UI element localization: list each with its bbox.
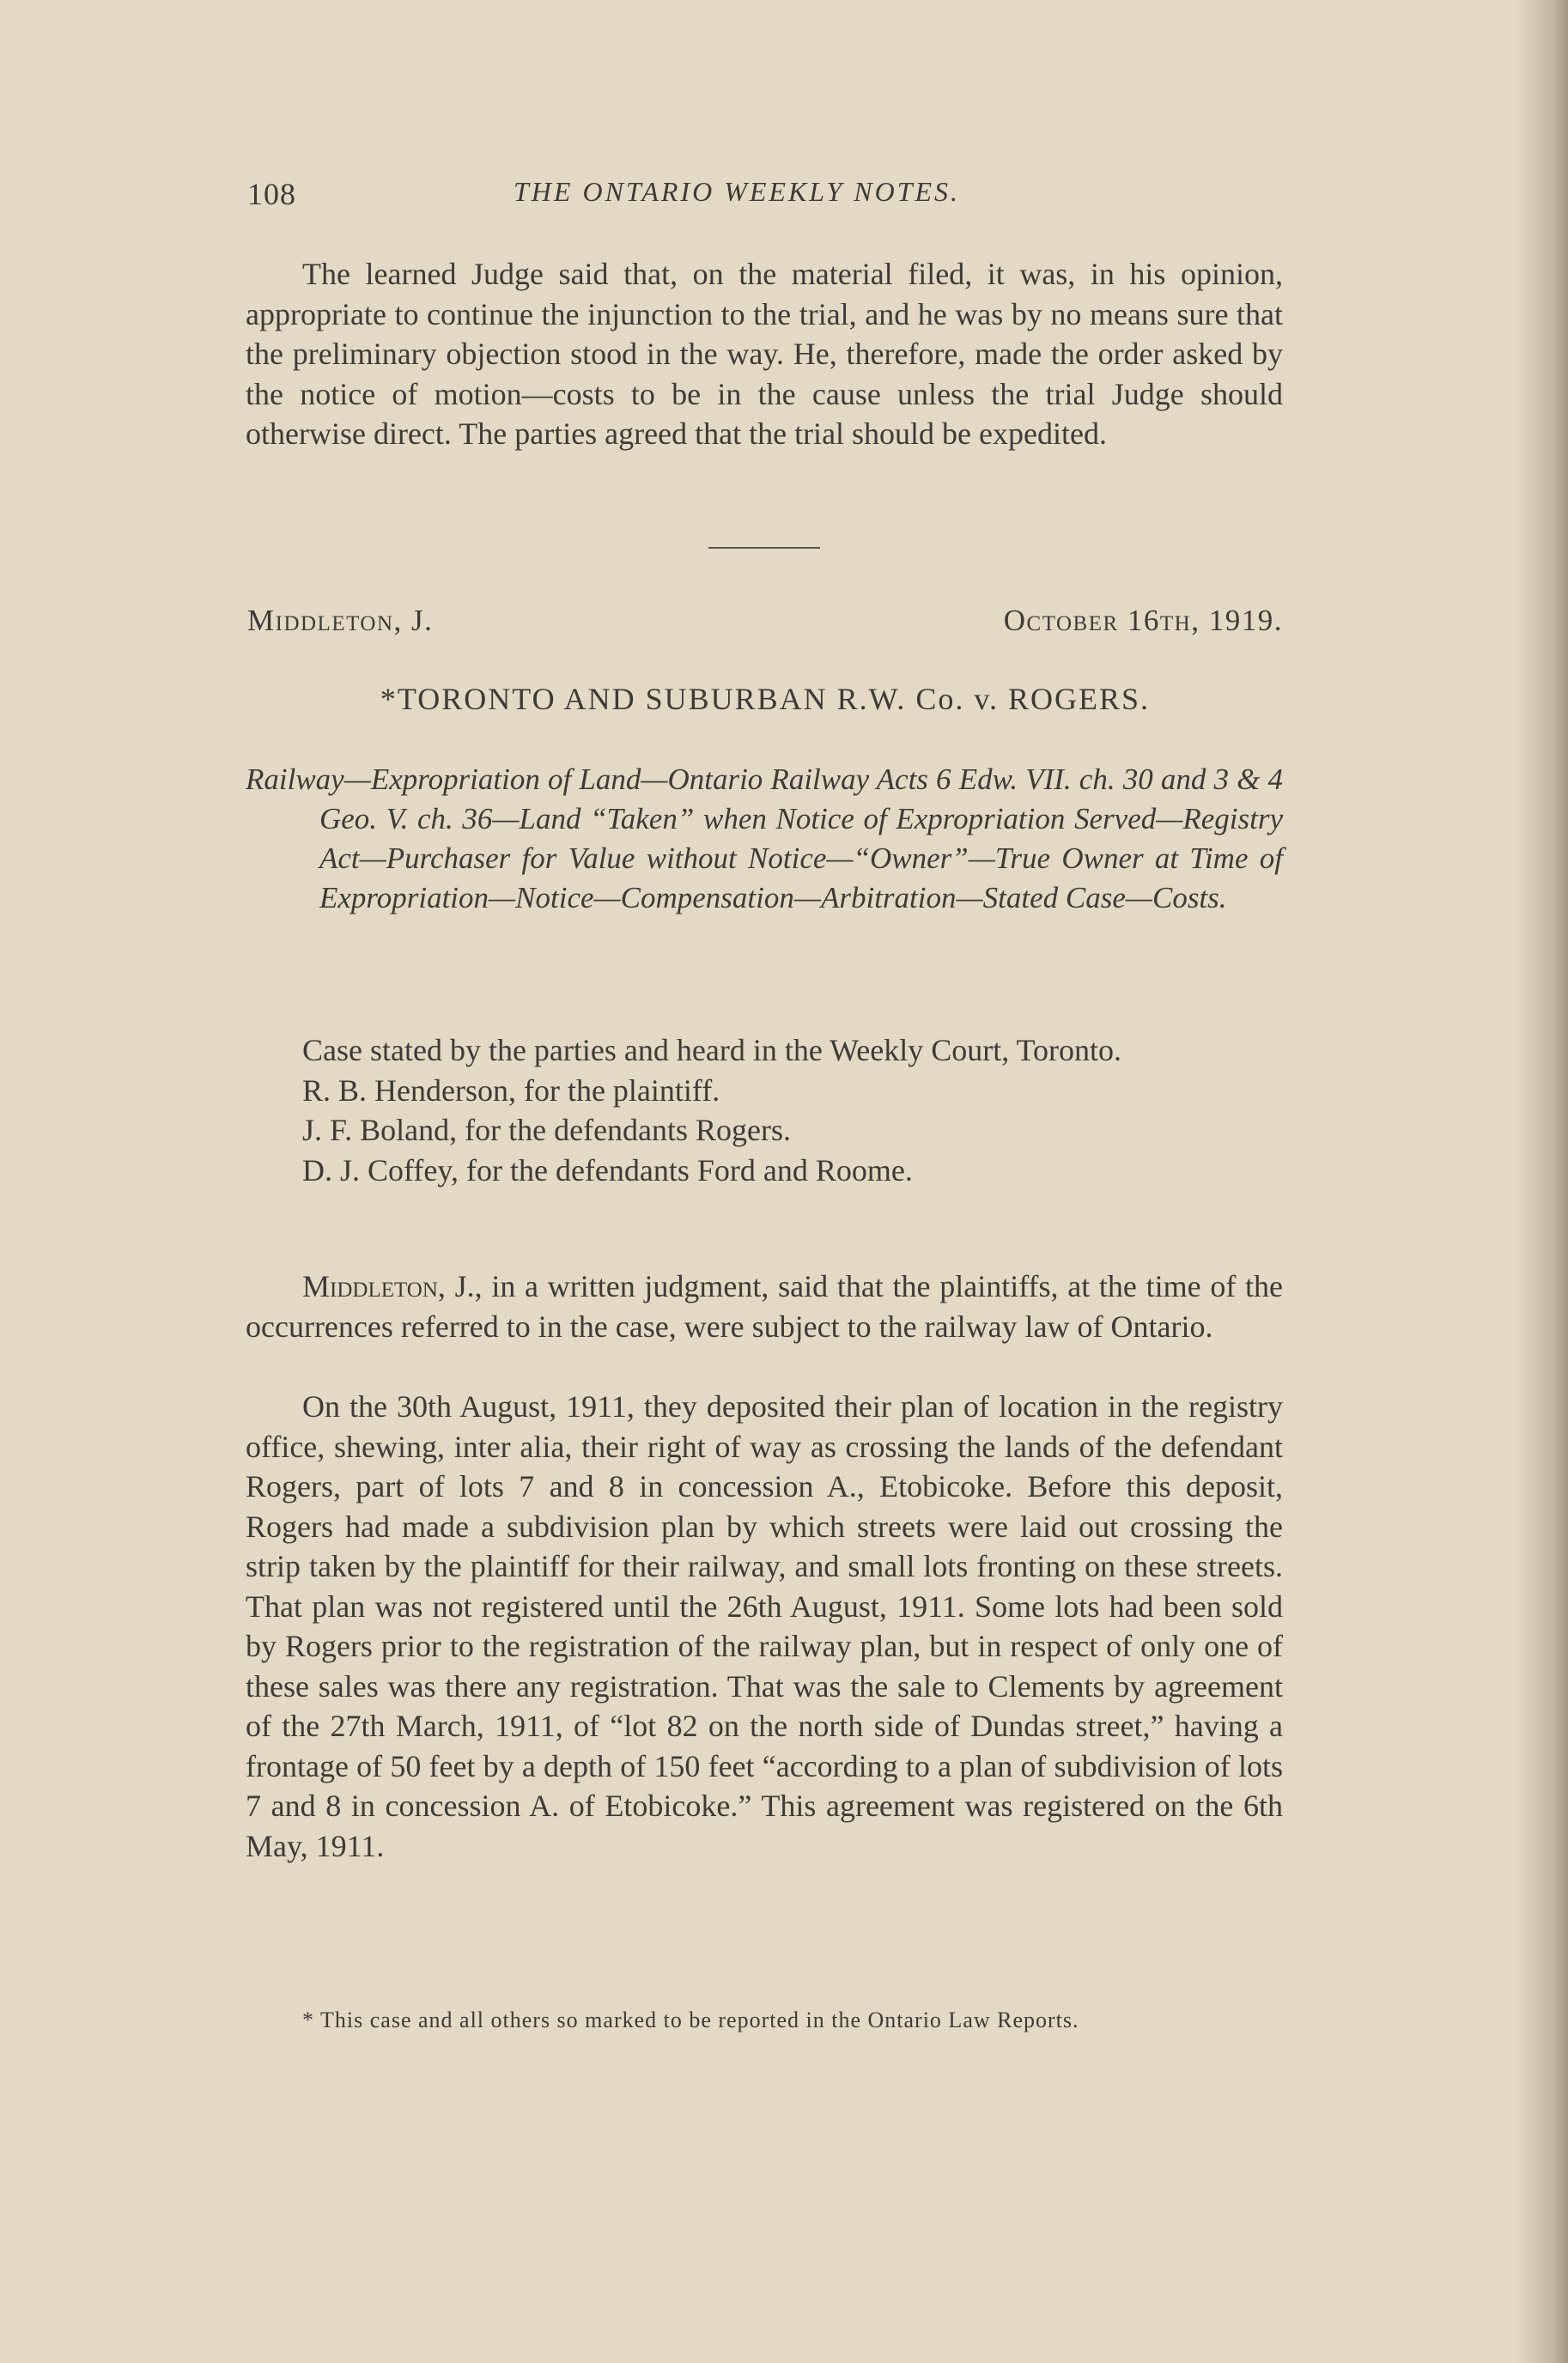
counsel-line: D. J. Coffey, for the defendants Ford and Roome. — [302, 1152, 913, 1188]
case-title: *TORONTO AND SUBURBAN R.W. Co. v. ROGERS. — [380, 682, 1151, 716]
judgment-date: October 16th, 1919. — [1003, 604, 1283, 637]
counsel-line: R. B. Henderson, for the plaintiff. — [302, 1072, 720, 1108]
judgment-speaker: Middleton, J. — [302, 1269, 475, 1303]
running-head: THE ONTARIO WEEKLY NOTES. — [514, 176, 961, 207]
section-divider — [708, 547, 820, 549]
case-headnote: Railway—Expropriation of Land—Ontario Railway Acts 6 Edw. VII. ch. 30 and 3 & 4 Geo. V. ch. 36—Land “Taken” when Notice of Expropriation Served—Registry Act—Purchaser for Value without Notice—“Owner”—True Owner at Time of Expropriation—Notice—Compensation—Arbitration—Stated Case—Costs. — [246, 762, 1283, 914]
judgment-paragraph-1 — [246, 1267, 1283, 1346]
counsel-line: J. F. Boland, for the defendants Rogers. — [302, 1113, 792, 1147]
page-header — [247, 176, 1286, 219]
counsel-block — [246, 1030, 1283, 1190]
judgment-paragraph-2: On the 30th August, 1911, they deposited their plan of location in the registry office, shewing, inter alia, their right of way as crossing the lands of the defendant Rogers, part of lots 7 and 8 in concession A., Etobicoke. Before this deposit, Rogers had made a subdivision plan by which streets were laid out crossing the strip taken by the plaintiff for their railway, and small lots fronting on these streets. That plan was not registered until the 26th August, 1911. Some lots had been sold by Rogers prior to the registration of the railway plan, but in respect of only one of these sales was there any registration. That was the sale to Clements by agreement of the 27th March, 1911, of “lot 82 on the north side of Dundas street,” having a frontage of 50 feet by a depth of 150 feet “according to a plan of subdivision of lots 7 and 8 in concession A. of Etobicoke.” This agreement was registered on the 6th May, 1911. — [246, 1389, 1283, 1863]
case-stated-note: Case stated by the parties and heard in the Weekly Court, Toronto. — [302, 1033, 1122, 1067]
footnote: * This case and all others so marked to be reported in the Ontario Law Reports. — [302, 2008, 1079, 2032]
judgment-paragraph-1-text: , in a written judgment, said that the plaintiffs, at the time of the occurrences referred to in the case, were subject to the railway law of Ontario. — [246, 1269, 1283, 1344]
judge-name: Middleton, J. — [247, 604, 434, 637]
page-number: 108 — [247, 177, 296, 211]
opening-paragraph: The learned Judge said that, on the material filed, it was, in his opinion, appropriate to continue the injunction to the trial, and he was by no means sure that the preliminary objection stood in the way. He, therefore, made the order asked by the notice of motion—costs to be in the cause unless the trial Judge should otherwise direct. The parties agreed that the trial should be expedited. — [246, 257, 1283, 451]
page-edge-shadow — [1516, 0, 1568, 2363]
